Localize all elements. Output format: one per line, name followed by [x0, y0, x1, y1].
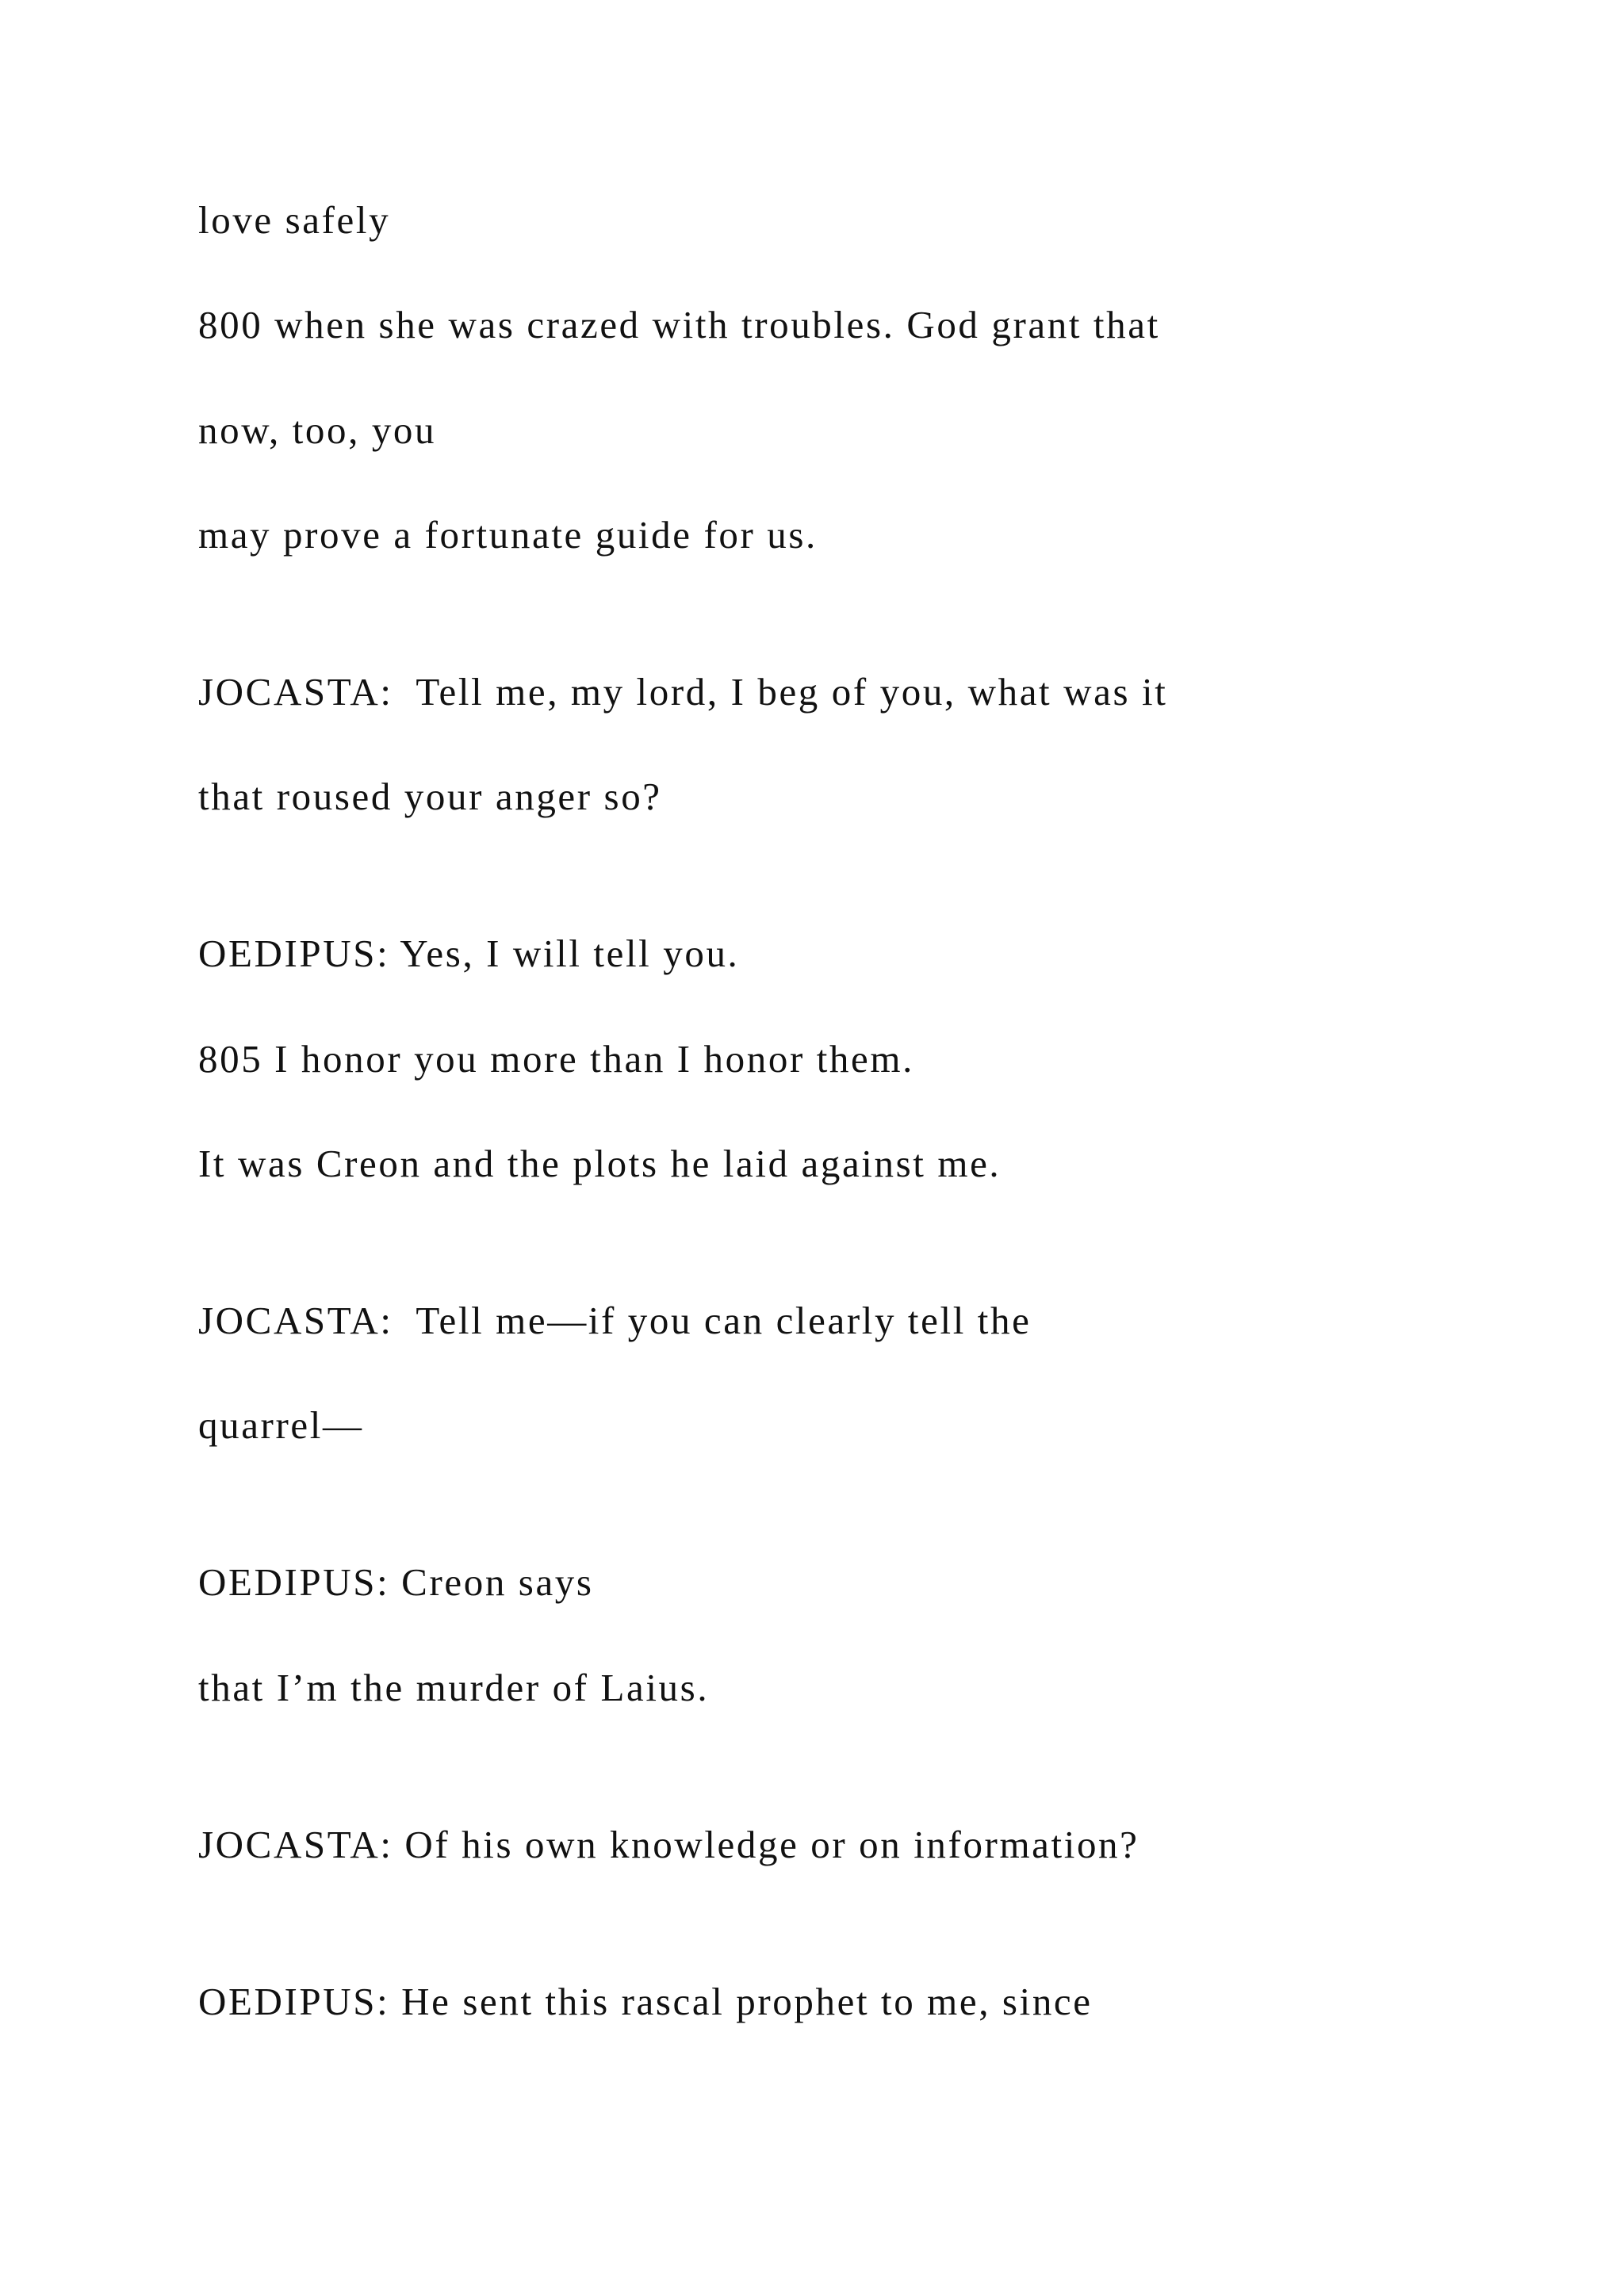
- speaker-line: OEDIPUS: Creon says: [198, 1560, 594, 1604]
- speaker-line: OEDIPUS: Yes, I will tell you.: [198, 932, 740, 975]
- text-line: that roused your anger so?: [198, 775, 662, 818]
- speaker-line: JOCASTA: Tell me, my lord, I beg of you, what was it: [198, 670, 1168, 714]
- text-line: quarrel—: [198, 1403, 364, 1447]
- speaker-line: JOCASTA: Of his own knowledge or on information?: [198, 1823, 1139, 1866]
- text-line: that I’m the murder of Laius.: [198, 1666, 710, 1709]
- text-line: love safely: [198, 198, 391, 242]
- text-line: 800 when she was crazed with troubles. God grant that: [198, 303, 1160, 346]
- speaker-line: JOCASTA: Tell me—if you can clearly tell the: [198, 1299, 1032, 1342]
- speaker-line: OEDIPUS: He sent this rascal prophet to me, since: [198, 1980, 1093, 2023]
- text-line: now, too, you: [198, 408, 437, 452]
- text-line: It was Creon and the plots he laid against me.: [198, 1142, 1002, 1185]
- text-line: may prove a fortunate guide for us.: [198, 513, 818, 557]
- text-line: 805 I honor you more than I honor them.: [198, 1037, 914, 1081]
